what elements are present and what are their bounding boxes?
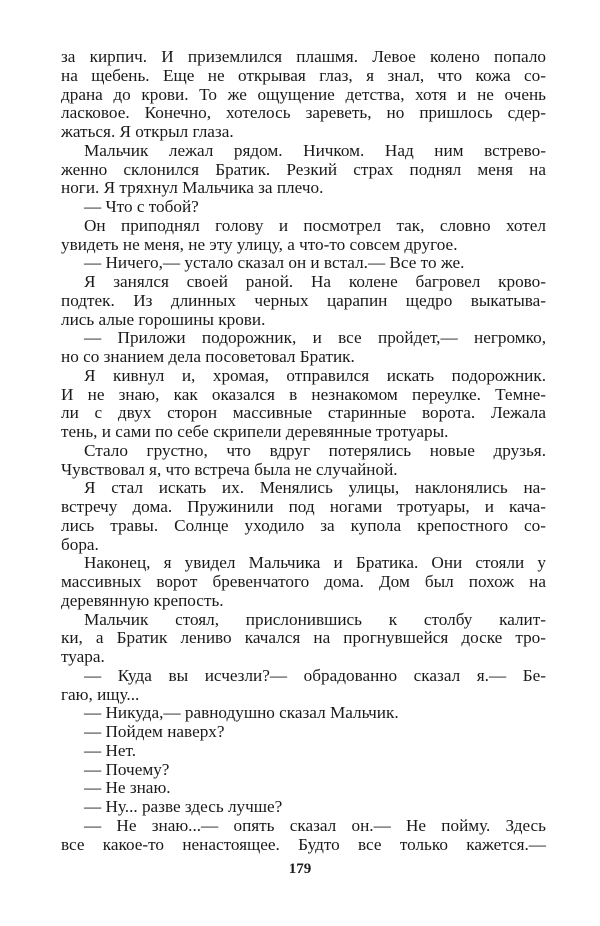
paragraph xyxy=(61,142,546,198)
paragraph xyxy=(61,723,546,742)
page-number: 179 xyxy=(288,861,312,877)
paragraph xyxy=(61,273,546,329)
text-line: ки, а Братик лениво качался на прогнувшейся доске тро- xyxy=(61,628,546,648)
text-line: деревянную крепость. xyxy=(61,590,224,610)
paragraph xyxy=(61,367,546,442)
paragraph xyxy=(61,254,546,273)
text-line: все какое-то ненастоящее. Будто все только кажется.— xyxy=(61,834,546,854)
text-line: бора. xyxy=(61,534,99,554)
text-line: И не знаю, как оказался в незнакомом переулке. Темне- xyxy=(61,384,546,404)
text-line: — Что с тобой? xyxy=(84,197,199,216)
text-line: массивных ворот бревенчатого дома. Дом был похож на xyxy=(61,572,546,591)
text-line: лись алые горошины крови. xyxy=(61,309,266,329)
text-line: — Куда вы исчезли?— обрадованно сказал я.— Бе- xyxy=(84,665,546,685)
paragraph xyxy=(61,704,546,723)
text-line: лись травы. Солнце уходило за купола крепостного со- xyxy=(61,515,546,535)
paragraph xyxy=(61,742,546,761)
text-line: увидеть не меня, не эту улицу, а что-то совсем другое. xyxy=(61,234,458,254)
text-line: Стало грустно, что вдруг потерялись новые друзья. xyxy=(84,440,546,460)
text-line: — Ничего,— устало сказал он и встал.— Все то же. xyxy=(84,253,465,273)
text-line: — Почему? xyxy=(84,759,170,779)
paragraph xyxy=(61,554,546,610)
paragraph xyxy=(61,217,546,255)
text-line: Я кивнул и, хромая, отправился искать подорожник. xyxy=(84,365,546,385)
text-line: тень, и сами по себе скрипели деревянные тротуары. xyxy=(61,422,449,441)
text-line: Мальчик лежал рядом. Ничком. Над ним встрево- xyxy=(84,140,546,160)
text-line: Мальчик стоял, прислонившись к столбу калит- xyxy=(84,609,546,629)
paragraph xyxy=(61,611,546,667)
paragraph xyxy=(61,667,546,705)
text-line: гаю, ищу... xyxy=(61,684,140,704)
page-text xyxy=(61,48,546,854)
text-line: Чувствовал я, что встреча была не случайной. xyxy=(61,459,398,479)
text-line: ласковое. Конечно, хотелось зареветь, но пришлось сдер- xyxy=(61,103,546,123)
paragraph xyxy=(61,442,546,480)
text-line: туара. xyxy=(61,647,105,666)
text-line: драна до крови. То же ощущение детства, хотя и не очень xyxy=(61,84,546,104)
text-line: встречу дома. Пружинили под ногами тротуары, и кача- xyxy=(61,497,546,516)
paragraph xyxy=(61,479,546,554)
paragraph xyxy=(61,761,546,780)
text-line: — Пойдем наверх? xyxy=(84,722,225,741)
text-line: — Приложи подорожник, и все пройдет,— негромко, xyxy=(84,328,546,348)
text-line: Наконец, я увидел Мальчика и Братика. Они стояли у xyxy=(84,553,546,573)
paragraph xyxy=(61,198,546,217)
paragraph xyxy=(61,798,546,817)
text-line: — Не знаю...— опять сказал он.— Не пойму. Здесь xyxy=(84,815,546,835)
text-line: женно склонился Братик. Резкий страх поднял меня на xyxy=(61,159,546,179)
text-line: Я занялся своей раной. На колене багровел крово- xyxy=(84,272,546,291)
text-line: ли с двух сторон массивные старинные ворота. Лежала xyxy=(61,403,546,423)
paragraph xyxy=(61,779,546,798)
text-line: — Никуда,— равнодушно сказал Мальчик. xyxy=(84,703,399,723)
paragraph xyxy=(61,48,546,142)
text-line: — Не знаю. xyxy=(84,778,171,798)
text-line: Я стал искать их. Менялись улицы, наклонялись на- xyxy=(84,478,546,498)
text-line: подтек. Из длинных черных царапин щедро выкатыва- xyxy=(61,290,546,310)
text-line: жаться. Я открыл глаза. xyxy=(61,122,234,141)
text-line: на щебень. Еще не открывая глаз, я знал, что кожа со- xyxy=(61,65,546,85)
text-line: Он приподнял голову и посмотрел так, словно хотел xyxy=(84,215,546,235)
text-line: за кирпич. И приземлился плашмя. Левое колено попало xyxy=(61,47,546,66)
paragraph xyxy=(61,817,546,855)
text-line: но со знанием дела посоветовал Братик. xyxy=(61,347,355,366)
text-line: ноги. Я тряхнул Мальчика за плечо. xyxy=(61,178,324,198)
paragraph xyxy=(61,329,546,367)
text-line: — Нет. xyxy=(84,740,137,760)
text-line: — Ну... разве здесь лучше? xyxy=(84,797,283,816)
